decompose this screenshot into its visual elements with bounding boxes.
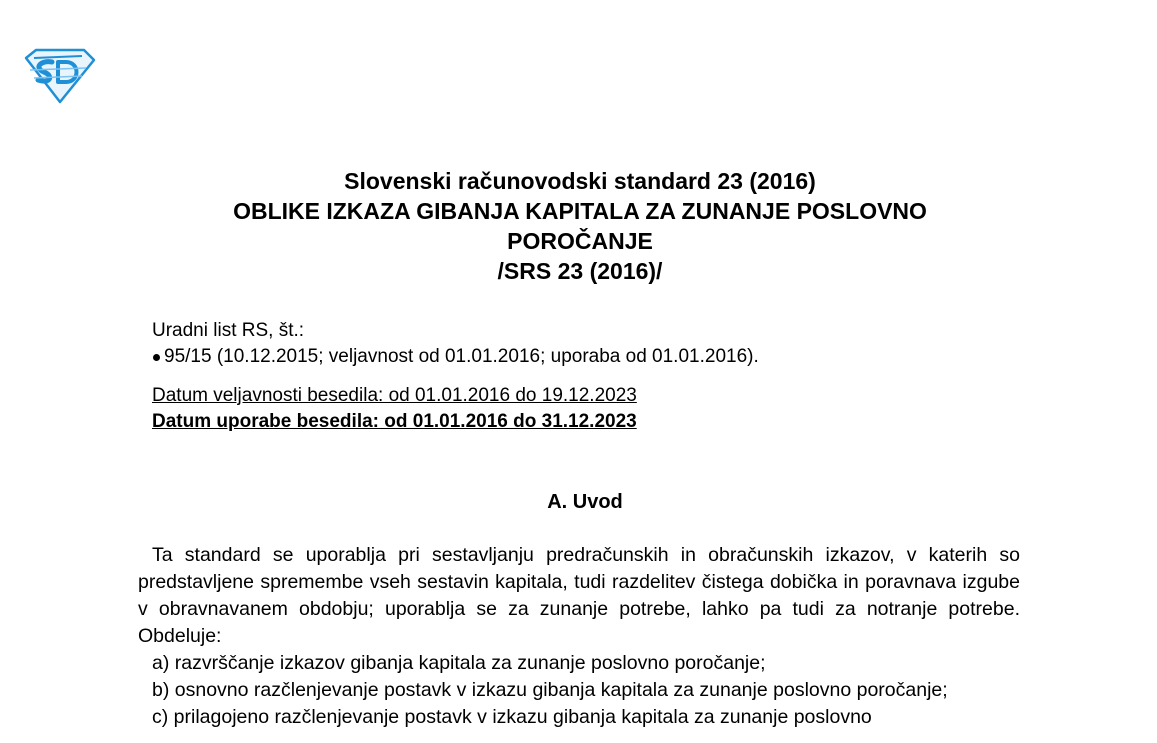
- title-line-1: Slovenski računovodski standard 23 (2016): [344, 168, 816, 194]
- gazette-entry-text: 95/15 (10.12.2015; veljavnost od 01.01.2016; uporaba od 01.01.2016).: [164, 346, 759, 367]
- validity-date: Datum veljavnosti besedila: od 01.01.2016 do 19.12.2023: [152, 385, 637, 406]
- official-gazette-reference: [152, 318, 759, 370]
- list-item: [138, 704, 1020, 731]
- logo-icon: [22, 48, 96, 104]
- application-date: Datum uporabe besedila: od 01.01.2016 do 31.12.2023: [152, 411, 637, 432]
- title-line-3: POROČANJE: [507, 228, 653, 254]
- title-line-2: OBLIKE IZKAZA GIBANJA KAPITALA ZA ZUNANJE POSLOVNO: [233, 198, 927, 224]
- bullet-icon: [153, 354, 160, 361]
- list-item-text: c) prilagojeno razčlenjevanje postavk v izkazu gibanja kapitala za zunanje poslovno: [152, 706, 872, 728]
- section-heading: A. Uvod: [547, 491, 623, 513]
- gazette-entry: [152, 344, 759, 370]
- intro-body: [138, 542, 1020, 731]
- document-title: [140, 166, 1020, 286]
- list-item: [138, 650, 1020, 677]
- list-item-text: a) razvrščanje izkazov gibanja kapitala za zunanje poslovno poročanje;: [152, 652, 766, 674]
- intro-paragraph: Ta standard se uporablja pri sestavljanju predračunskih in obračunskih izkazov, v katerih so predstavljene spremembe vseh sestavin kapitala, tudi razdelitev čistega dobička in poravnava izgube v obravnavanem obdobju; uporablja se za zunanje potrebe, lahko pa tudi za notranje potrebe. Obdeluje:: [138, 544, 1020, 647]
- publisher-logo: [22, 48, 96, 104]
- list-item-text: b) osnovno razčlenjevanje postavk v izkazu gibanja kapitala za zunanje poslovno poročanje;: [152, 679, 948, 701]
- list-item: [138, 677, 1020, 704]
- validity-dates: [152, 383, 637, 435]
- title-line-4: /SRS 23 (2016)/: [497, 258, 663, 284]
- gazette-label: Uradni list RS, št.:: [152, 320, 305, 341]
